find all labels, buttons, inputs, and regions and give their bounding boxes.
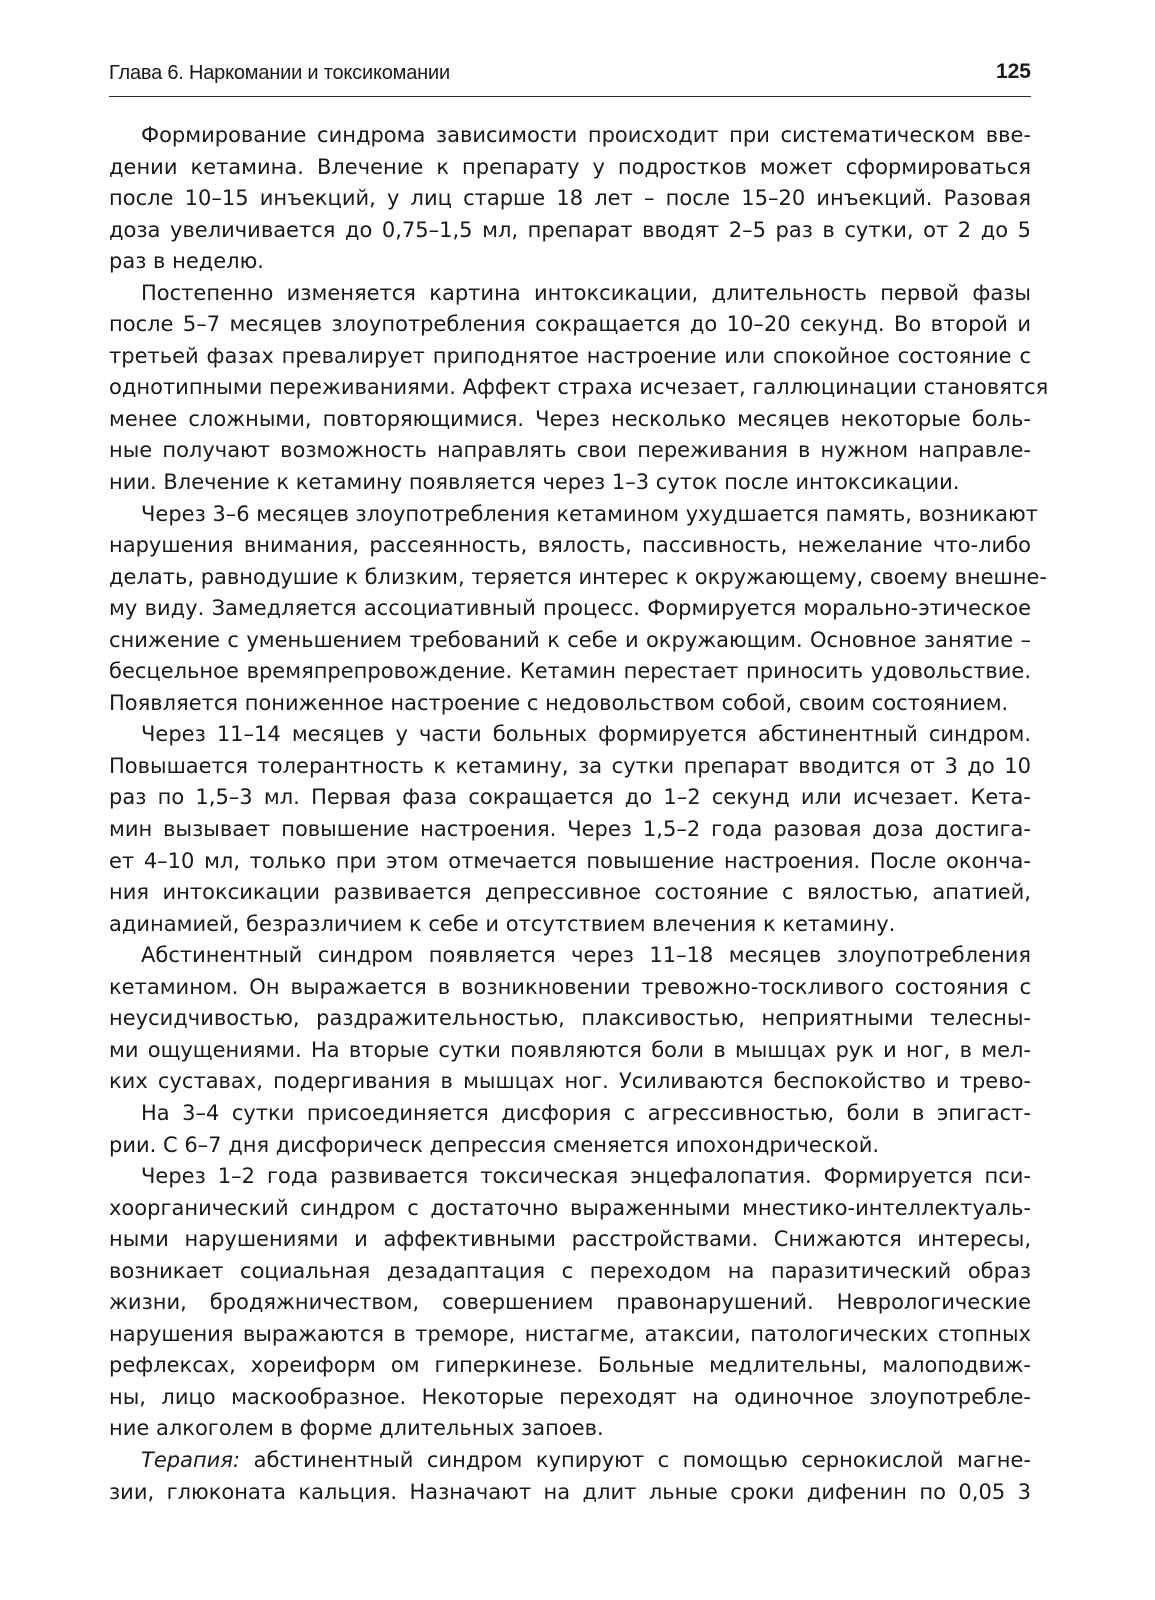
text-line: ких суставах, подергивания в мышцах ног. Усиливаются беспокойство и трево- — [109, 1069, 1031, 1094]
running-header — [109, 58, 1031, 94]
text-line: ны, лицо маскообразное. Некоторые переходят на одиночное злоупотребле- — [109, 1384, 1031, 1409]
text-line: ные получают возможность направлять свои переживания в нужном направле- — [109, 438, 1031, 463]
text-line: хоорганический синдром с достаточно выраженными мнестико-интеллектуаль- — [109, 1195, 1031, 1220]
text-line: Постепенно изменяется картина интоксикации, длительность первой фазы — [141, 280, 1031, 305]
text-line: третьей фазах превалирует приподнятое настроение или спокойное состояние с — [109, 343, 1031, 368]
text-line: нии. Влечение к кетамину появляется через 1–3 суток после интоксикации. — [109, 470, 960, 495]
text-line: му виду. Замедляется ассоциативный процесс. Формируется морально-этическое — [109, 596, 1031, 621]
text-line: ет 4–10 мл, только при этом отмечается повышение настроения. После оконча- — [109, 848, 1031, 873]
text-line: раз по 1,5–3 мл. Первая фаза сокращается до 1–2 секунд или исчезает. Кета- — [109, 785, 1031, 810]
text-line: рии. С 6–7 дня дисфорическ депрессия сменяется ипохондрической. — [109, 1132, 880, 1157]
running-title: Глава 6. Наркомании и токсикомании — [109, 62, 450, 84]
text-line: мин вызывает повышение настроения. Через 1,5–2 года разовая доза достига- — [109, 817, 1031, 842]
text-line: однотипными переживаниями. Аффект страха исчезает, галлюцинации становятся — [109, 375, 1049, 400]
text-line: снижение с уменьшением требований к себе и окружающим. Основное занятие – — [109, 627, 1031, 652]
text-lines — [109, 120, 1049, 1445]
text-line: Появляется пониженное настроение с недовольством собой, своим состоянием. — [109, 690, 1009, 715]
text-line: ными нарушениями и аффективными расстройствами. Снижаются интересы, — [109, 1227, 1031, 1252]
text-line: бесцельное времяпрепровождение. Кетамин перестает приносить удовольствие. — [109, 659, 1031, 684]
text-line-therapy — [109, 1445, 1031, 1477]
page-number: 125 — [995, 60, 1031, 83]
text-line: Повышается толерантность к кетамину, за сутки препарат вводится от 3 до 10 — [109, 753, 1031, 778]
text-line: после 10–15 инъекций, у лиц старше 18 лет – после 15–20 инъекций. Разовая — [109, 186, 1031, 211]
text-line: Абстинентный синдром появляется через 11–18 месяцев злоупотребления — [141, 943, 1031, 968]
text-line-final: зии, глюконата кальция. Назначают на длит льные сроки дифенин по 0,05 3 — [109, 1479, 1031, 1504]
text-line: после 5–7 месяцев злоупотребления сокращается до 10–20 секунд. Во второй и — [109, 312, 1031, 337]
text-line: нарушения внимания, рассеянность, вялость, пассивность, нежелание что-либо — [109, 533, 1031, 558]
text-line: ние алкоголем в форме длительных запоев. — [109, 1416, 604, 1441]
text-line: неусидчивостью, раздражительностью, плаксивостью, неприятными телесны- — [109, 1006, 1031, 1031]
text-line: ния интоксикации развивается депрессивное состояние с вялостью, апатией, — [109, 880, 1031, 905]
text-line: На 3–4 сутки присоединяется дисфория с агрессивностью, боли в эпигаст- — [141, 1100, 1031, 1125]
text-line: адинамией, безразличием к себе и отсутствием влечения к кетамину. — [109, 911, 896, 936]
text-line: раз в неделю. — [109, 249, 264, 274]
header-rule — [109, 96, 1031, 97]
text-line: дении кетамина. Влечение к препарату у подростков может сформироваться — [109, 154, 1031, 179]
text-line: нарушения выражаются в треморе, нистагме, атаксии, патологических стопных — [109, 1321, 1031, 1346]
text-line: Формирование синдрома зависимости происходит при систематическом вве- — [141, 123, 1031, 147]
text-line: делать, равнодушие к близким, теряется интерес к окружающему, своему внешне- — [109, 564, 1047, 589]
text-line: доза увеличивается до 0,75–1,5 мл, препарат вводят 2–5 раз в сутки, от 2 до 5 — [109, 217, 1031, 242]
therapy-lead: Терапия: — [141, 1447, 241, 1472]
therapy-text: абстинентный синдром купируют с помощью сернокислой магне- — [240, 1447, 1031, 1472]
text-line: возникает социальная дезадаптация с переходом на паразитический образ — [109, 1258, 1031, 1283]
text-line: Через 3–6 месяцев злоупотребления кетамином ухудшается память, возникают — [141, 501, 1038, 526]
text-line: жизни, бродяжничеством, совершением правонарушений. Неврологические — [109, 1290, 1031, 1315]
text-line: рефлексах, хореиформ ом гиперкинезе. Больные медлительны, малоподвиж- — [109, 1353, 1031, 1378]
text-line: ми ощущениями. На вторые сутки появляются боли в мышцах рук и ног, в мел- — [109, 1037, 1031, 1062]
text-line: Через 11–14 месяцев у части больных формируется абстинентный синдром. — [141, 722, 1031, 747]
text-line: кетамином. Он выражается в возникновении тревожно-тоскливого состояния с — [109, 974, 1031, 999]
text-line: Через 1–2 года развивается токсическая энцефалопатия. Формируется пси- — [141, 1164, 1031, 1189]
text-line: менее сложными, повторяющимися. Через несколько месяцев некоторые боль- — [109, 406, 1031, 431]
body-text — [109, 120, 1049, 1508]
